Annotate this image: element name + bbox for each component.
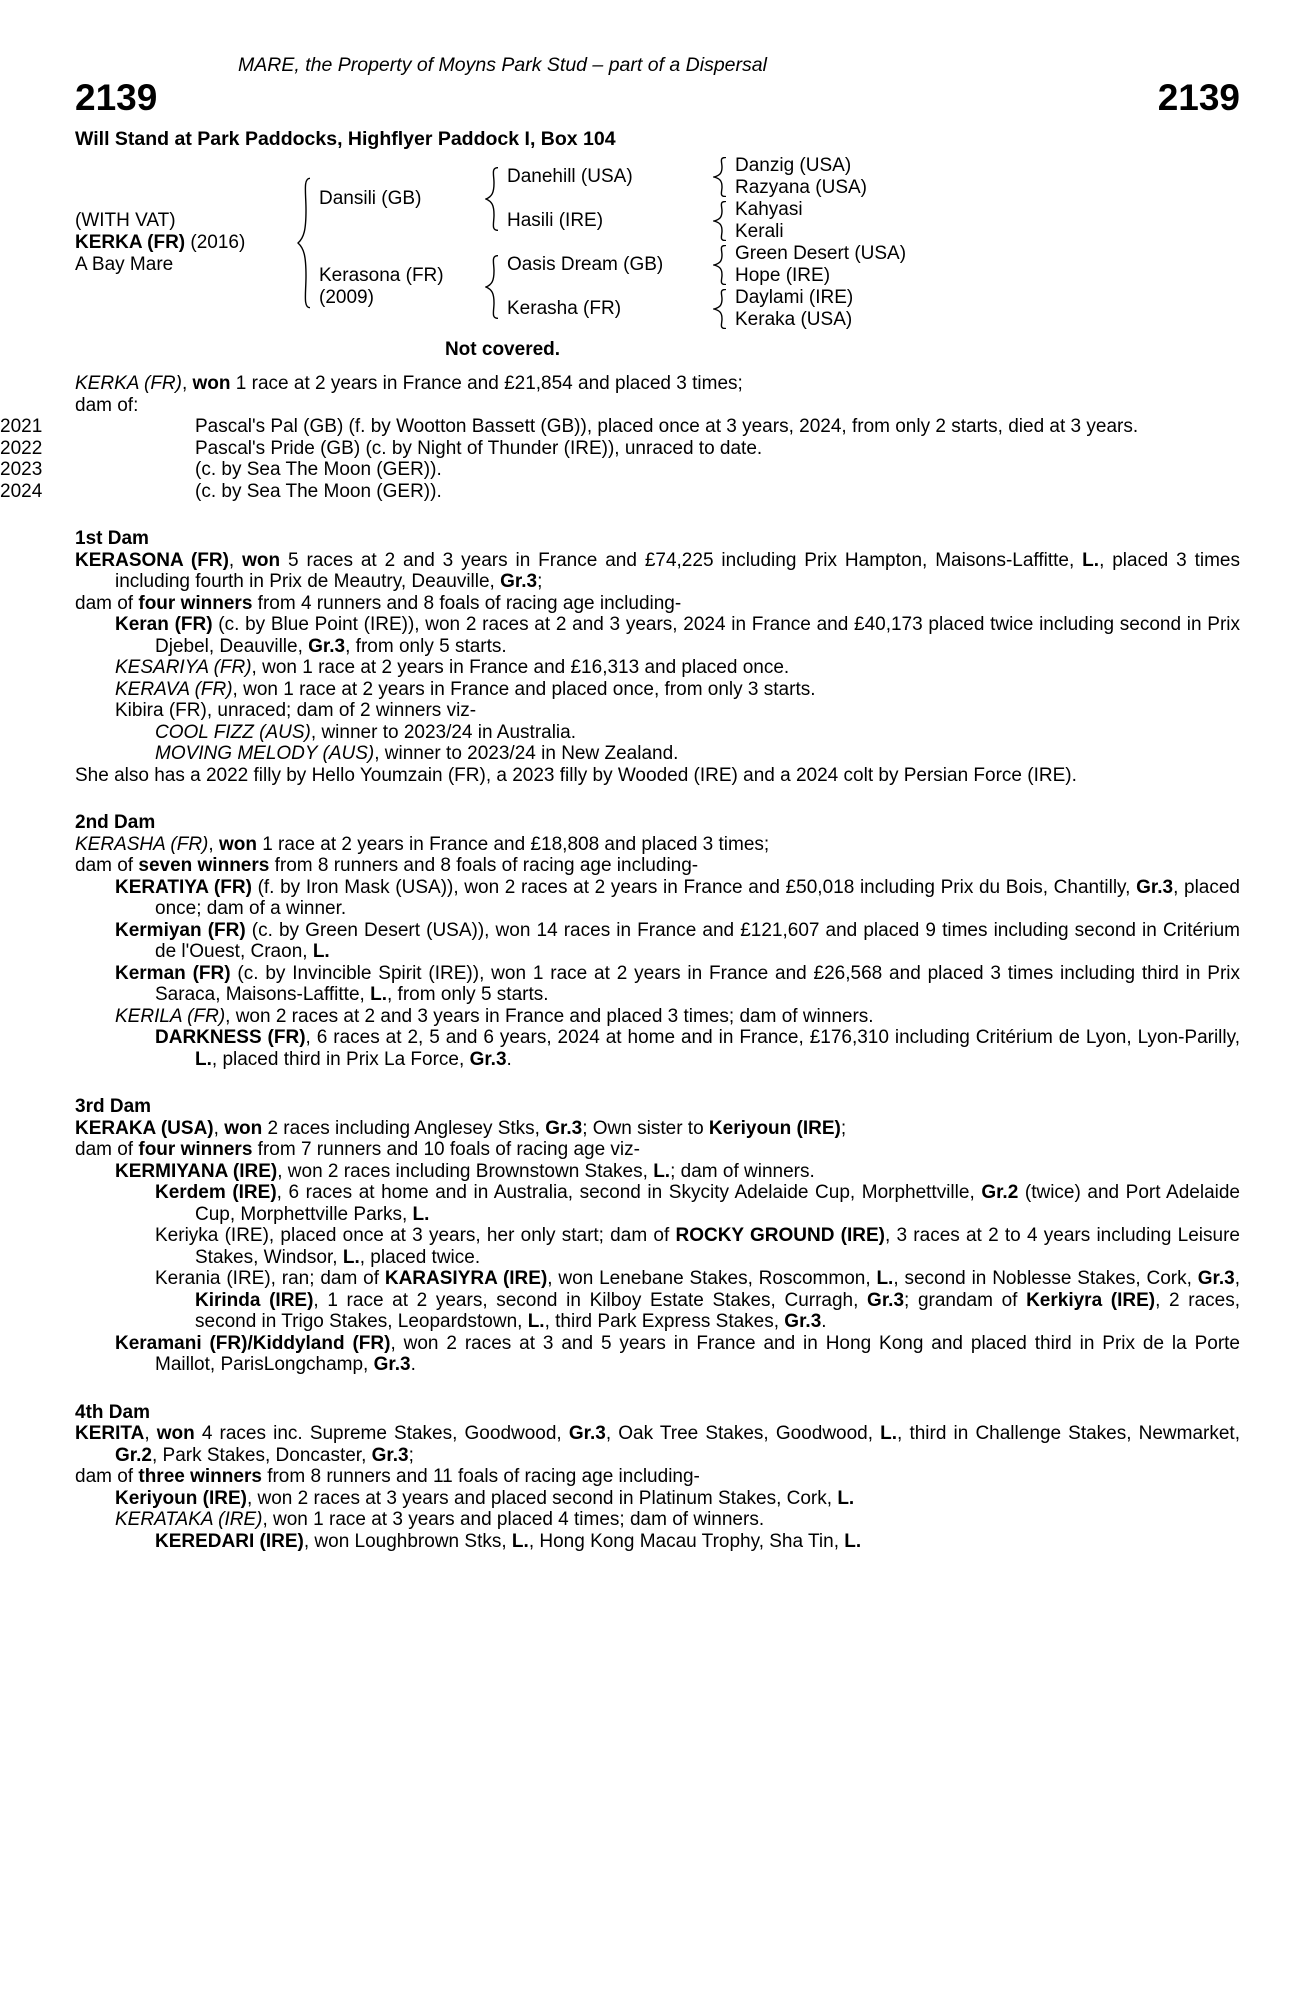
text-segment: ; dam of winners.	[670, 1160, 815, 1182]
text-segment: Gr.3	[373, 1354, 411, 1375]
sire-sire-name: Danehill (USA)	[507, 166, 633, 187]
pedigree-paragraph	[75, 1225, 1240, 1268]
text-segment: Gr.3	[308, 635, 346, 657]
text-segment: , 1 race at 2 years, second in Kilboy Estate Stakes, Curragh,	[313, 1289, 868, 1311]
text-segment: won	[242, 549, 281, 571]
pedigree-paragraph	[75, 1268, 1240, 1333]
sire-sire-dam-name: Razyana (USA)	[735, 177, 867, 198]
text-segment: , Oak Tree Stakes, Goodwood,	[605, 1423, 881, 1444]
text-segment: , from only 5 starts.	[345, 635, 507, 657]
text-segment: , won 1 race at 2 years in France and £16,313 and placed once.	[251, 657, 790, 678]
dam-name-cell	[319, 265, 479, 309]
text-segment: , won Lenebane Stakes, Roscommon,	[547, 1268, 877, 1289]
text-segment: Gr.3	[545, 1117, 583, 1139]
text-segment: won	[218, 833, 257, 855]
text-segment: (c. by Sea The Moon (GER)).	[195, 459, 442, 480]
text-segment: KERMIYANA (IRE)	[115, 1160, 278, 1182]
text-segment: , Hong Kong Macau Trophy, Sha Tin,	[528, 1530, 845, 1552]
text-segment: L.	[342, 1246, 360, 1268]
dam-section	[75, 812, 1240, 1070]
produce-record	[0, 480, 1240, 503]
dam-section	[75, 1096, 1240, 1376]
text-segment: .	[410, 1354, 416, 1375]
pedigree-paragraph	[75, 1531, 1240, 1553]
text-segment: ,	[213, 1117, 225, 1139]
text-segment: , third in Challenge Stakes, Newmarket,	[897, 1423, 1240, 1444]
dam-name: Kerasona (FR)	[319, 265, 444, 286]
text-segment: (f. by Iron Mask (USA)), won 2 races at 2 years in France and £50,018 including Prix du Bois, Chantilly,	[251, 876, 1137, 898]
text-segment: , placed third in Prix La Force,	[211, 1048, 470, 1070]
sire-dam-branch	[507, 199, 867, 243]
dam-dam-name: Kerasha (FR)	[507, 298, 622, 319]
text-segment: Keran (FR)	[115, 614, 213, 635]
text-segment: KERITA	[75, 1423, 145, 1444]
text-segment: Gr.2	[981, 1182, 1019, 1203]
text-segment: seven winners	[138, 855, 270, 876]
text-segment: Kerman (FR)	[115, 962, 231, 984]
text-segment: won	[224, 1117, 263, 1139]
horse-name: KERKA (FR)	[75, 232, 186, 253]
text-segment: , winner to 2023/24 in Australia.	[310, 721, 576, 743]
brace-icon	[297, 177, 311, 309]
text-segment: ;	[408, 1444, 414, 1466]
text-segment: (c. by Invincible Spirit (IRE)), won 1 race at 2 years in France and £26,568 and placed 3 times including third in Prix Saraca, Maisons-Laffitte,	[155, 962, 1241, 1005]
stand-line: Will Stand at Park Paddocks, Highflyer Paddock I, Box 104	[75, 128, 616, 150]
text-segment: KERASHA (FR)	[75, 833, 209, 855]
text-segment: from 8 runners and 11 foals of racing age including-	[261, 1466, 700, 1487]
lot-number-left: 2139	[75, 77, 158, 118]
brace-icon	[485, 167, 499, 231]
dam-sire-branch	[507, 243, 906, 287]
text-segment: KERAKA (USA)	[75, 1117, 214, 1139]
pedigree-paragraph	[75, 1161, 1240, 1183]
pedigree-paragraph	[75, 877, 1240, 920]
text-segment: L.	[1082, 549, 1100, 571]
text-segment: ;	[537, 571, 543, 592]
pedigree-paragraph	[75, 373, 1240, 395]
text-segment: Kermiyan (FR)	[115, 919, 246, 941]
text-segment: Keriyoun (IRE)	[115, 1487, 247, 1509]
text-segment: L.	[844, 1530, 862, 1552]
text-segment: Kerania (IRE), ran; dam of	[155, 1268, 385, 1289]
text-segment: KARASIYRA (IRE)	[384, 1268, 548, 1289]
text-segment: Gr.3	[867, 1289, 905, 1311]
text-segment: , won 2 races at 3 and 5 years in France and in Hong Kong and placed third in Prix de la Porte Maillot, ParisLongchamp,	[155, 1332, 1240, 1375]
text-segment: Kirinda (IRE)	[195, 1289, 314, 1311]
pedigree-paragraph	[75, 1027, 1240, 1070]
text-segment: Keriyoun (IRE)	[708, 1117, 841, 1139]
text-segment: (twice) and Port Adelaide Cup, Morphettville Parks,	[195, 1182, 1240, 1225]
dam-sire-sire-name: Green Desert (USA)	[735, 243, 907, 264]
brace-icon	[485, 255, 499, 319]
text-segment: KESARIYA (FR)	[115, 657, 252, 678]
text-segment: L.	[880, 1423, 898, 1444]
produce-record	[0, 416, 1240, 438]
text-segment: L.	[837, 1487, 855, 1509]
text-segment: L.	[653, 1160, 671, 1182]
text-segment: dam of	[75, 1466, 139, 1487]
produce-record	[0, 459, 1240, 481]
text-segment: Gr.3	[469, 1048, 507, 1070]
vat-note: (WITH VAT)	[75, 210, 176, 231]
text-segment: COOL FIZZ (AUS)	[155, 721, 311, 743]
sire-branch	[319, 155, 906, 243]
pedigree-paragraph	[75, 1466, 1240, 1488]
text-segment: , won 2 races at 3 years and placed second in Platinum Stakes, Cork,	[246, 1487, 838, 1509]
dam-branch	[319, 243, 906, 331]
section-heading: 4th Dam	[75, 1401, 150, 1423]
horse-year-foaled: (2016)	[190, 232, 246, 253]
dam-section	[75, 1402, 1240, 1553]
text-segment: KERATIYA (FR)	[115, 876, 252, 898]
pedigree-paragraph	[75, 550, 1240, 593]
text-segment: Kerkiyra (IRE)	[1026, 1289, 1156, 1311]
sire-dam-sire-name: Kahyasi	[735, 199, 803, 220]
sire-sire-branch	[507, 155, 867, 199]
brace-icon	[713, 289, 727, 329]
text-segment: Kibira (FR), unraced; dam of 2 winners viz-	[115, 700, 477, 721]
text-segment: , second in Noblesse Stakes, Cork,	[893, 1268, 1198, 1289]
horse-name-line	[75, 232, 291, 254]
text-segment: , 3 races at 2 to 4 years including Leisure Stakes, Windsor,	[195, 1225, 1240, 1268]
pedigree-paragraph	[75, 855, 1240, 877]
text-segment: four winners	[138, 592, 253, 614]
text-segment: , placed once; dam of a winner.	[155, 876, 1240, 919]
text-segment: ;	[840, 1117, 847, 1139]
text-segment: Gr.3	[1197, 1268, 1235, 1289]
pedigree-paragraph	[75, 593, 1240, 615]
text-segment: L.	[876, 1268, 894, 1289]
dam-dam-branch	[507, 287, 906, 331]
brace-icon	[713, 201, 727, 241]
text-segment: ,	[228, 549, 243, 571]
text-segment: , won 1 race at 3 years and placed 4 times; dam of winners.	[262, 1509, 765, 1530]
pedigree-paragraph	[75, 1006, 1240, 1028]
text-segment: , Park Stakes, Doncaster,	[151, 1444, 372, 1466]
text-segment: .	[821, 1311, 827, 1332]
produce-year: 2022	[0, 437, 43, 459]
text-segment: L.	[195, 1048, 212, 1070]
text-segment: , third Park Express Stakes,	[544, 1311, 785, 1332]
text-segment: , won 2 races including Brownstown Stakes,	[277, 1160, 654, 1182]
pedigree-paragraph	[75, 1139, 1240, 1161]
text-segment: Gr.2	[115, 1444, 152, 1466]
text-segment: L.	[527, 1311, 545, 1332]
text-segment: , winner to 2023/24 in New Zealand.	[374, 743, 679, 764]
text-segment: , placed 3 times including fourth in Prix de Meautry, Deauville,	[115, 549, 1240, 592]
text-segment: , won 2 races at 2 and 3 years in France and placed 3 times; dam of winners.	[225, 1005, 874, 1027]
text-segment: 1 race at 2 years in France and £18,808 and placed 3 times;	[256, 833, 770, 855]
text-segment: L.	[412, 1203, 430, 1225]
dam-sire-dam-name: Hope (IRE)	[735, 265, 831, 286]
dam-sire-name: Oasis Dream (GB)	[507, 254, 664, 275]
pedigree-paragraph	[75, 1509, 1240, 1531]
text-segment: 5 races at 2 and 3 years in France and £74,225 including Prix Hampton, Maisons-Laffitte,	[280, 549, 1083, 571]
text-segment: , 6 races at home and in Australia, second in Skycity Adelaide Cup, Morphettville,	[276, 1182, 982, 1203]
text-segment: 4 races inc. Supreme Stakes, Goodwood,	[194, 1423, 569, 1444]
text-segment: , 6 races at 2, 5 and 6 years, 2024 at home and in France, £176,310 including Critérium de Lyon, Lyon-Parilly,	[305, 1027, 1240, 1048]
horse-description: A Bay Mare	[75, 254, 174, 275]
pedigree-parents	[319, 155, 906, 331]
pedigree-paragraph	[75, 700, 1240, 722]
text-segment: Kerdem (IRE)	[155, 1182, 277, 1203]
text-segment: from 7 runners and 10 foals of racing age viz-	[252, 1139, 640, 1160]
sire-sire-sire-name: Danzig (USA)	[735, 155, 852, 176]
text-segment: , 2 races, second in Trigo Stakes, Leopardstown,	[195, 1289, 1240, 1332]
lot-row	[75, 77, 1240, 118]
dam-dam-sire-name: Daylami (IRE)	[735, 287, 854, 308]
text-segment: Keriyka (IRE), placed once at 3 years, her only start; dam of	[155, 1225, 676, 1246]
pedigree-paragraph	[75, 920, 1240, 963]
text-segment: (c. by Sea The Moon (GER)).	[195, 480, 442, 502]
text-segment: ,	[1234, 1268, 1240, 1289]
text-segment: Pascal's Pal (GB) (f. by Wootton Bassett (GB)), placed once at 3 years, 2024, from only 2 starts, died at 3 years.	[195, 416, 1139, 437]
text-segment: She also has a 2022 filly by Hello Youmzain (FR), a 2023 filly by Wooded (IRE) and a 2024 colt by Persian Force (IRE).	[75, 764, 1077, 786]
pedigree-paragraph	[75, 1423, 1240, 1466]
section-heading: 2nd Dam	[75, 812, 156, 833]
text-segment: dam of:	[75, 394, 139, 416]
brace-icon	[713, 157, 727, 197]
produce-year: 2024	[0, 480, 43, 502]
pedigree-paragraph	[75, 834, 1240, 856]
text-segment: KERAVA (FR)	[115, 678, 233, 700]
text-segment: from 8 runners and 8 foals of racing age including-	[269, 855, 699, 876]
section-heading: 3rd Dam	[75, 1096, 152, 1117]
text-segment: dam of	[75, 592, 139, 614]
text-segment: KEREDARI (IRE)	[155, 1530, 304, 1552]
pedigree-paragraph	[75, 963, 1240, 1006]
lot-number-right: 2139	[1157, 77, 1240, 118]
pedigree-paragraph	[75, 765, 1240, 787]
horse-info	[75, 210, 291, 276]
text-segment: , won 1 race at 2 years in France and placed once, from only 3 starts.	[232, 678, 816, 700]
text-segment: L.	[312, 941, 330, 962]
text-segment: ,	[208, 833, 219, 855]
text-segment: ROCKY GROUND (IRE)	[675, 1225, 885, 1246]
pedigree-paragraph	[75, 679, 1240, 701]
text-segment: KERILA (FR)	[115, 1005, 226, 1027]
pedigree-paragraph	[75, 395, 1240, 417]
text-segment: , placed twice.	[359, 1246, 481, 1268]
text-segment: Gr.3	[500, 571, 538, 592]
text-segment: KERATAKA (IRE)	[115, 1509, 263, 1530]
text-segment: Pascal's Pride (GB) (c. by Night of Thunder (IRE)), unraced to date.	[195, 437, 763, 459]
text-segment: Gr.3	[1136, 876, 1174, 898]
text-segment: 1 race at 2 years in France and £21,854 and placed 3 times;	[230, 373, 743, 394]
pedigree-paragraph	[75, 743, 1240, 765]
text-segment: three winners	[138, 1466, 262, 1487]
pedigree-tree	[75, 155, 1240, 331]
text-segment: , from only 5 starts.	[386, 984, 549, 1005]
text-segment: won	[192, 373, 231, 394]
produce-record	[0, 437, 1240, 460]
sire-dam-name: Hasili (IRE)	[507, 210, 604, 231]
pedigree-paragraph	[75, 1333, 1240, 1376]
text-segment: ; Own sister to	[582, 1117, 709, 1139]
text-segment: dam of	[75, 1139, 139, 1160]
text-segment: Gr.3	[371, 1444, 409, 1466]
text-segment: DARKNESS (FR)	[155, 1027, 306, 1048]
text-segment: L.	[370, 984, 387, 1005]
text-segment: MOVING MELODY (AUS)	[155, 743, 375, 764]
text-segment: ,	[144, 1423, 157, 1444]
text-segment: L.	[511, 1530, 529, 1552]
text-segment: won	[156, 1423, 195, 1444]
text-segment: , won Loughbrown Stks,	[303, 1530, 512, 1552]
pedigree-paragraph	[75, 657, 1240, 679]
text-segment: 2 races including Anglesey Stks,	[262, 1117, 546, 1139]
property-line: MARE, the Property of Moyns Park Stud – part of a Dispersal	[238, 54, 767, 76]
text-segment: Gr.3	[784, 1311, 822, 1332]
dam-section	[0, 373, 1240, 502]
text-segment: (c. by Green Desert (USA)), won 14 races in France and £121,607 and placed 9 times including second in Critérium de l'Ouest, Craon,	[155, 919, 1240, 962]
dam-year-foaled: (2009)	[319, 287, 374, 308]
text-segment: ; grandam of	[904, 1289, 1027, 1311]
brace-icon	[713, 245, 727, 285]
produce-year: 2021	[0, 416, 43, 437]
text-segment: Gr.3	[568, 1423, 606, 1444]
pedigree-paragraph	[75, 1488, 1240, 1510]
produce-year: 2023	[0, 459, 43, 480]
pedigree-paragraph	[75, 1182, 1240, 1225]
text-segment: (c. by Blue Point (IRE)), won 2 races at 2 and 3 years, 2024 in France and £40,173 placed twice including second in Prix Djebel, Deauville,	[155, 614, 1240, 657]
section-heading: 1st Dam	[75, 528, 149, 549]
text-segment: ,	[181, 373, 193, 394]
pedigree-paragraph	[75, 1118, 1240, 1140]
sire-name: Dansili (GB)	[319, 188, 422, 209]
text-segment: dam of	[75, 855, 139, 876]
pedigree-text	[0, 373, 1241, 1552]
text-segment: Keramani (FR)/Kiddyland (FR)	[115, 1332, 391, 1354]
text-segment: from 4 runners and 8 foals of racing age including-	[252, 592, 682, 614]
text-segment: .	[506, 1048, 512, 1070]
text-segment: KERASONA (FR)	[75, 549, 229, 571]
dam-dam-dam-name: Keraka (USA)	[735, 309, 853, 330]
pedigree-paragraph	[75, 614, 1240, 657]
text-segment: KERKA (FR)	[75, 373, 182, 394]
text-segment: four winners	[138, 1139, 253, 1160]
dam-section	[75, 528, 1240, 786]
covering-note: Not covered.	[444, 339, 561, 360]
pedigree-paragraph	[75, 722, 1240, 744]
sire-dam-dam-name: Kerali	[735, 221, 784, 242]
